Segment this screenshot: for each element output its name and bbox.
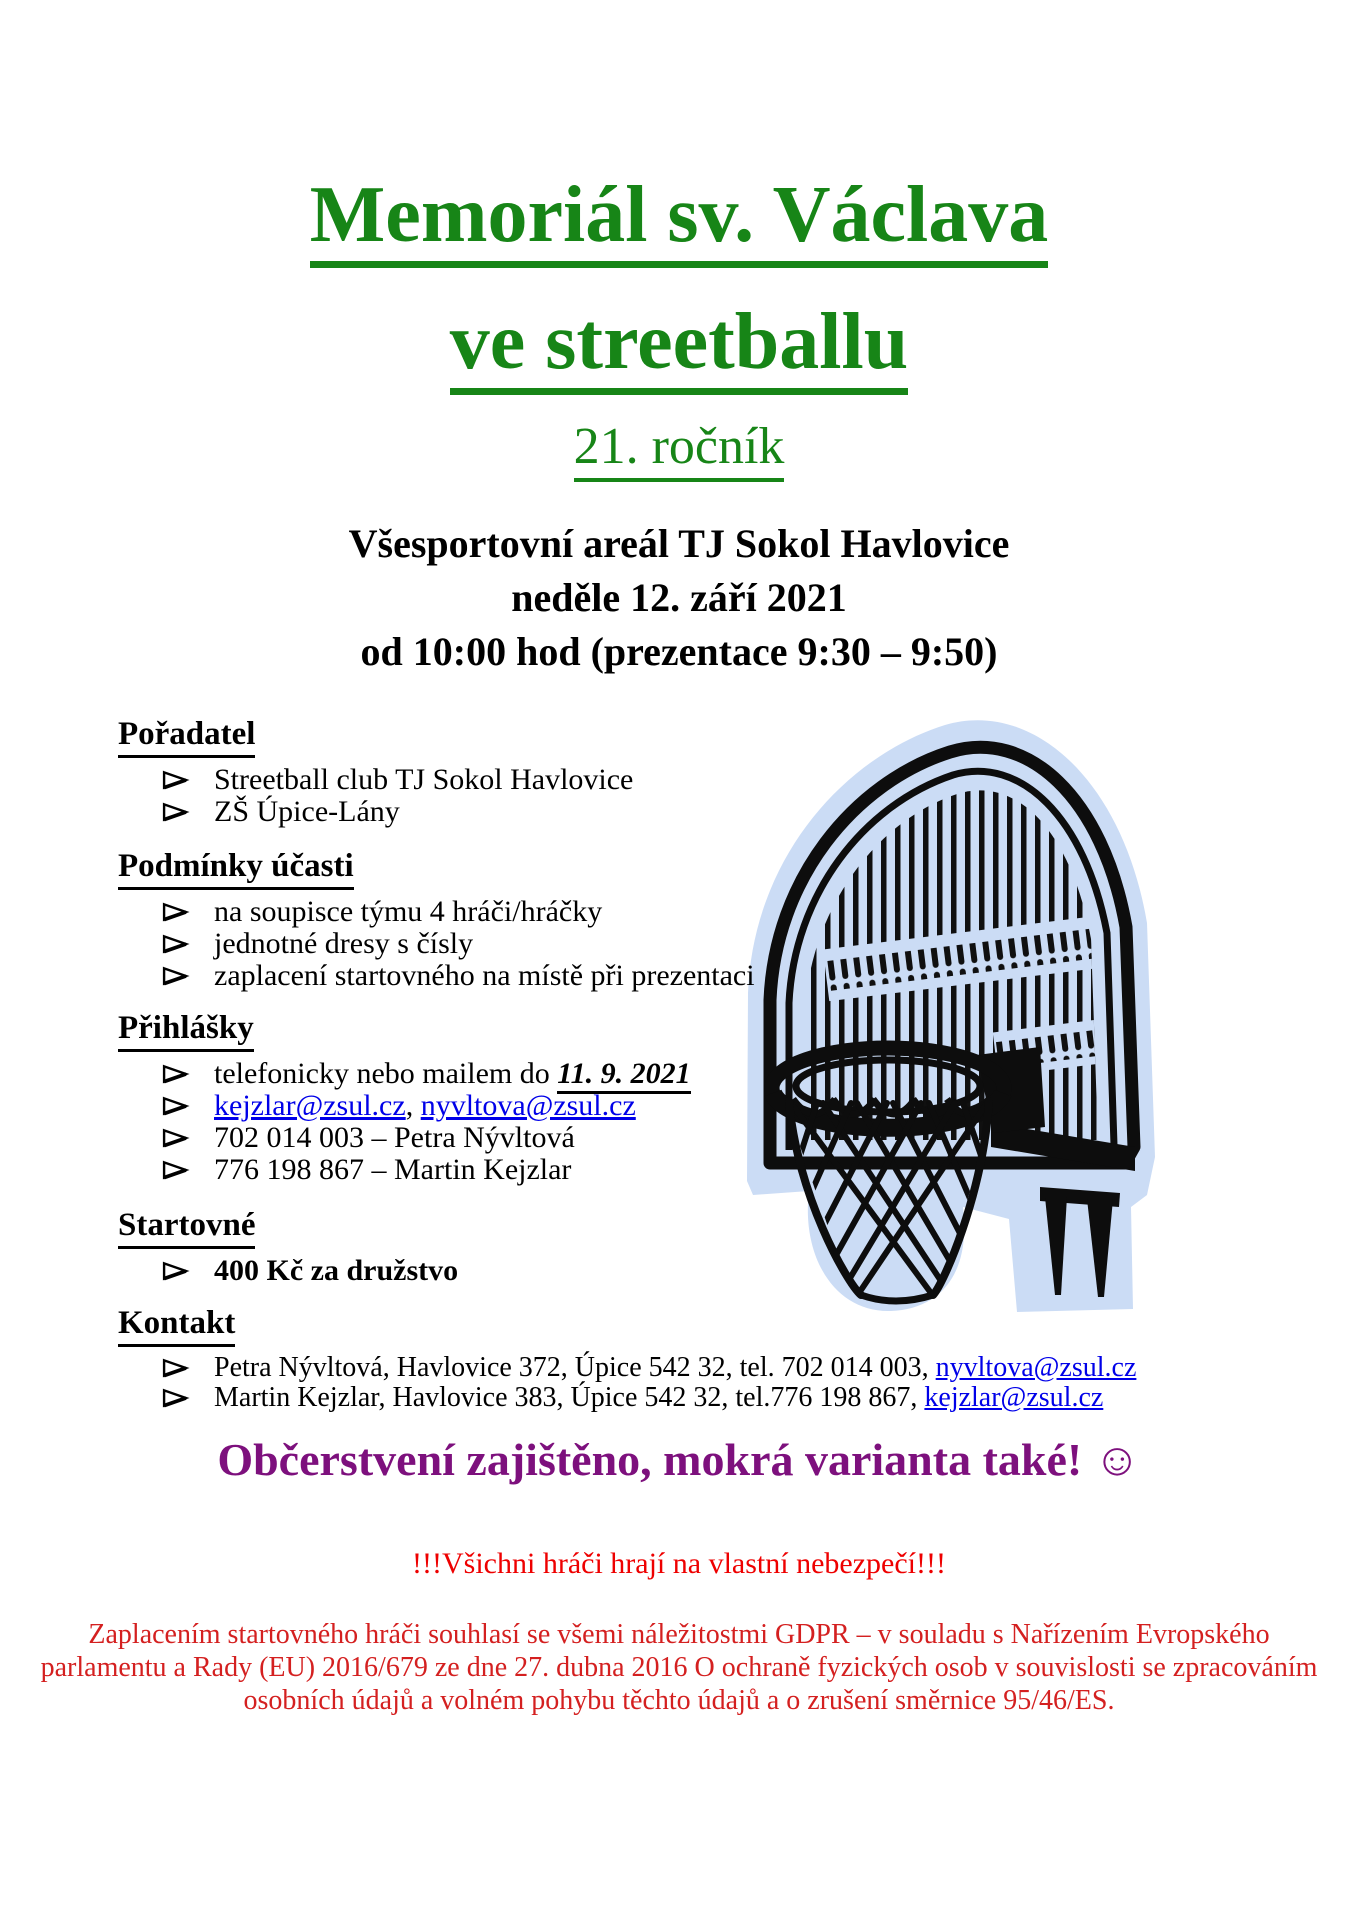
arrow-bullet-icon	[160, 900, 190, 924]
list-item: zaplacení startovného na místě při prezentaci	[118, 960, 755, 992]
risk-warning: !!!Všichni hráči hrají na vlastní nebezpečí!!!	[412, 1547, 946, 1580]
email-link-nyvltova[interactable]: nyvltova@zsul.cz	[420, 1089, 636, 1122]
page-title-line1: Memoriál sv. Václava	[0, 175, 1358, 268]
arrow-bullet-icon	[160, 1158, 190, 1182]
section-kontakt	[118, 1303, 1136, 1413]
refreshments-note: Občerstvení zajištěno, mokrá varianta také! ☺	[217, 1434, 1141, 1485]
section-poradatel	[118, 714, 633, 828]
section-heading: Kontakt	[118, 1303, 1136, 1347]
list-item: kejzlar@zsul.cz, nyvltova@zsul.cz	[118, 1090, 691, 1122]
section-heading: Přihlášky	[118, 1008, 691, 1052]
list-item: jednotné dresy s čísly	[118, 928, 755, 960]
deadline-date: 11. 9. 2021	[557, 1057, 690, 1094]
event-date: neděle 12. září 2021	[511, 575, 847, 620]
list-item: Streetball club TJ Sokol Havlovice	[118, 764, 633, 796]
arrow-bullet-icon	[160, 1094, 190, 1118]
section-heading: Podmínky účasti	[118, 846, 755, 890]
page-title-line2: ve streetballu	[0, 302, 1358, 395]
list-item	[118, 1122, 691, 1154]
email-link-kejzlar[interactable]: kejzlar@zsul.cz	[214, 1089, 406, 1122]
basketball-hoop-clipart	[695, 695, 1165, 1315]
arrow-bullet-icon	[160, 1126, 190, 1150]
list-item: na soupisce týmu 4 hráči/hráčky	[118, 896, 755, 928]
gdpr-notice: Zaplacením startovného hráči souhlasí se všemi náležitostmi GDPR – v souladu s Nařízením Evropského parlamentu a Rady (EU) 2016/679 ze dne 27. dubna 2016 O ochraně fyzických osob v souvislosti se zpracováním osobních údajů a volném pohybu těchto údajů a o zrušení směrnice 95/46/ES.	[40, 1619, 1318, 1716]
event-time: od 10:00 hod (prezentace 9:30 – 9:50)	[360, 629, 998, 674]
contact-row-petra: Petra Nývltová, Havlovice 372, Úpice 542 32, tel. 702 014 003, nyvltova@zsul.cz	[118, 1353, 1136, 1383]
phone-martin: 776 198 867 – Martin Kejzlar	[214, 1153, 572, 1186]
arrow-bullet-icon	[160, 768, 190, 792]
arrow-bullet-icon	[160, 1259, 190, 1283]
list-item	[118, 1255, 458, 1287]
venue-name: Všesportovní areál TJ Sokol Havlovice	[348, 521, 1010, 566]
section-startovne	[118, 1205, 458, 1287]
email-link-nyvltova-contact[interactable]: nyvltova@zsul.cz	[935, 1352, 1137, 1383]
arrow-bullet-icon	[160, 1386, 190, 1410]
section-heading: Startovné	[118, 1205, 458, 1249]
section-podminky-ucasti	[118, 846, 755, 992]
arrow-bullet-icon	[160, 800, 190, 824]
section-prihlasky	[118, 1008, 691, 1186]
event-venue-block	[0, 517, 1358, 679]
arrow-bullet-icon	[160, 932, 190, 956]
section-heading: Pořadatel	[118, 714, 633, 758]
entry-fee: 400 Kč za družstvo	[214, 1254, 459, 1287]
arrow-bullet-icon	[160, 1356, 190, 1380]
arrow-bullet-icon	[160, 964, 190, 988]
list-item	[118, 1154, 691, 1186]
arrow-bullet-icon	[160, 1062, 190, 1086]
contact-row-martin: Martin Kejzlar, Havlovice 383, Úpice 542 32, tel.776 198 867, kejzlar@zsul.cz	[118, 1383, 1136, 1413]
email-link-kejzlar-contact[interactable]: kejzlar@zsul.cz	[924, 1382, 1104, 1413]
list-item: telefonicky nebo mailem do 11. 9. 2021	[118, 1058, 691, 1090]
phone-petra: 702 014 003 – Petra Nývltová	[214, 1121, 575, 1154]
list-item: ZŠ Úpice-Lány	[118, 796, 633, 828]
edition-subtitle: 21. ročník	[0, 421, 1358, 482]
